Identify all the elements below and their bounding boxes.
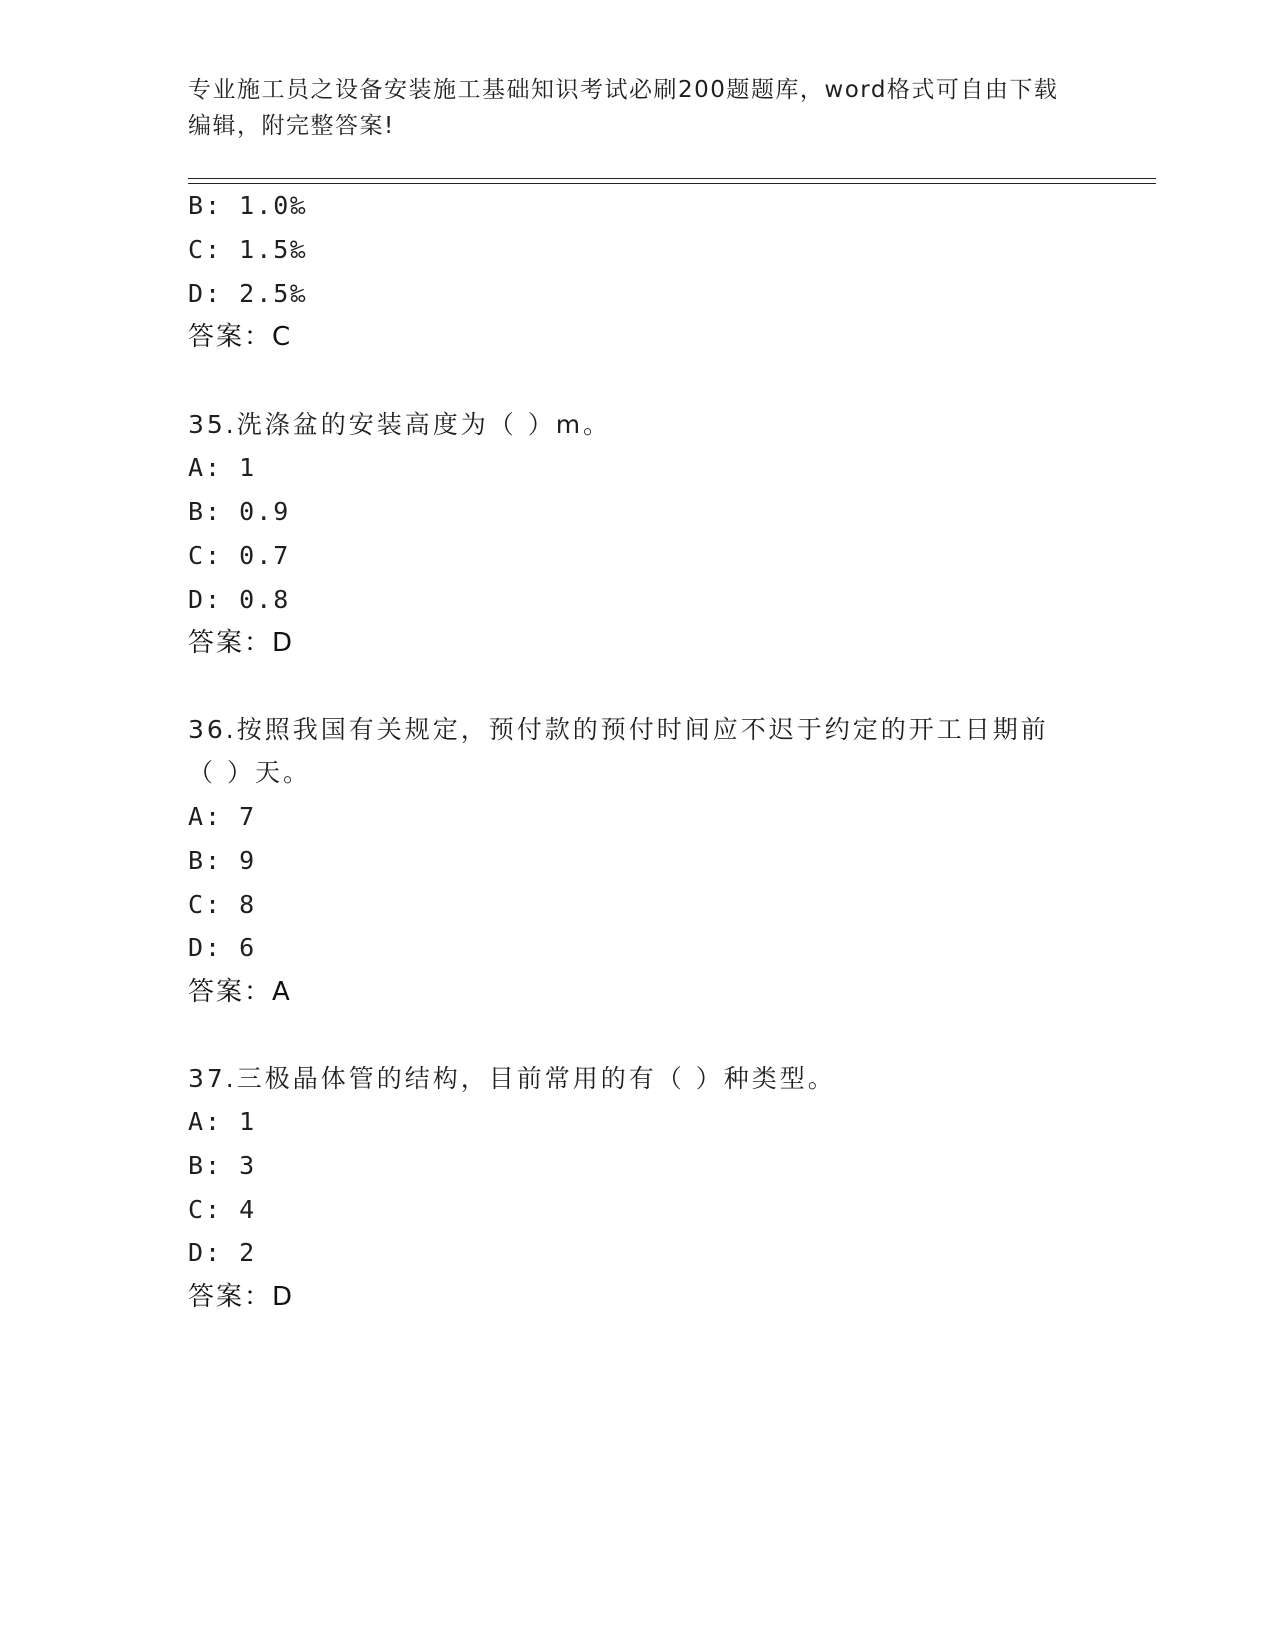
q37-option-c: C: 4 <box>188 1195 257 1224</box>
q36-option-d: D: 6 <box>188 933 257 962</box>
header-divider-top <box>188 178 1156 179</box>
q37-text: 37.三极晶体管的结构，目前常用的有（ ）种类型。 <box>188 1064 836 1093</box>
q36-text-line-2: （ ）天。 <box>188 758 311 787</box>
q36-text-line-1: 36.按照我国有关规定，预付款的预付时间应不迟于约定的开工日期前 <box>188 715 1049 744</box>
q36-option-b: B: 9 <box>188 846 257 875</box>
prev-answer: 答案：C <box>188 322 293 352</box>
q37-option-d: D: 2 <box>188 1238 257 1267</box>
prev-option-c: C: 1.5‰ <box>188 235 308 264</box>
q37-option-a: A: 1 <box>188 1107 257 1136</box>
header-divider-bottom <box>188 183 1156 184</box>
q37-answer: 答案：D <box>188 1282 295 1312</box>
q35-answer: 答案：D <box>188 628 295 658</box>
q36-answer: 答案：A <box>188 977 292 1007</box>
q36-option-c: C: 8 <box>188 890 257 919</box>
prev-option-d: D: 2.5‰ <box>188 279 308 308</box>
q37-option-b: B: 3 <box>188 1151 257 1180</box>
q35-option-d: D: 0.8 <box>188 585 291 614</box>
header-line-1: 专业施工员之设备安装施工基础知识考试必刷200题题库，word格式可自由下载 <box>188 77 1059 103</box>
q35-option-b: B: 0.9 <box>188 497 291 526</box>
prev-option-b: B: 1.0‰ <box>188 191 308 220</box>
q35-option-c: C: 0.7 <box>188 541 291 570</box>
q36-option-a: A: 7 <box>188 802 257 831</box>
header-line-2: 编辑，附完整答案! <box>188 113 395 139</box>
document-header <box>188 72 1088 144</box>
q35-option-a: A: 1 <box>188 453 257 482</box>
q35-text: 35.洗涤盆的安装高度为（ ）m。 <box>188 410 612 439</box>
